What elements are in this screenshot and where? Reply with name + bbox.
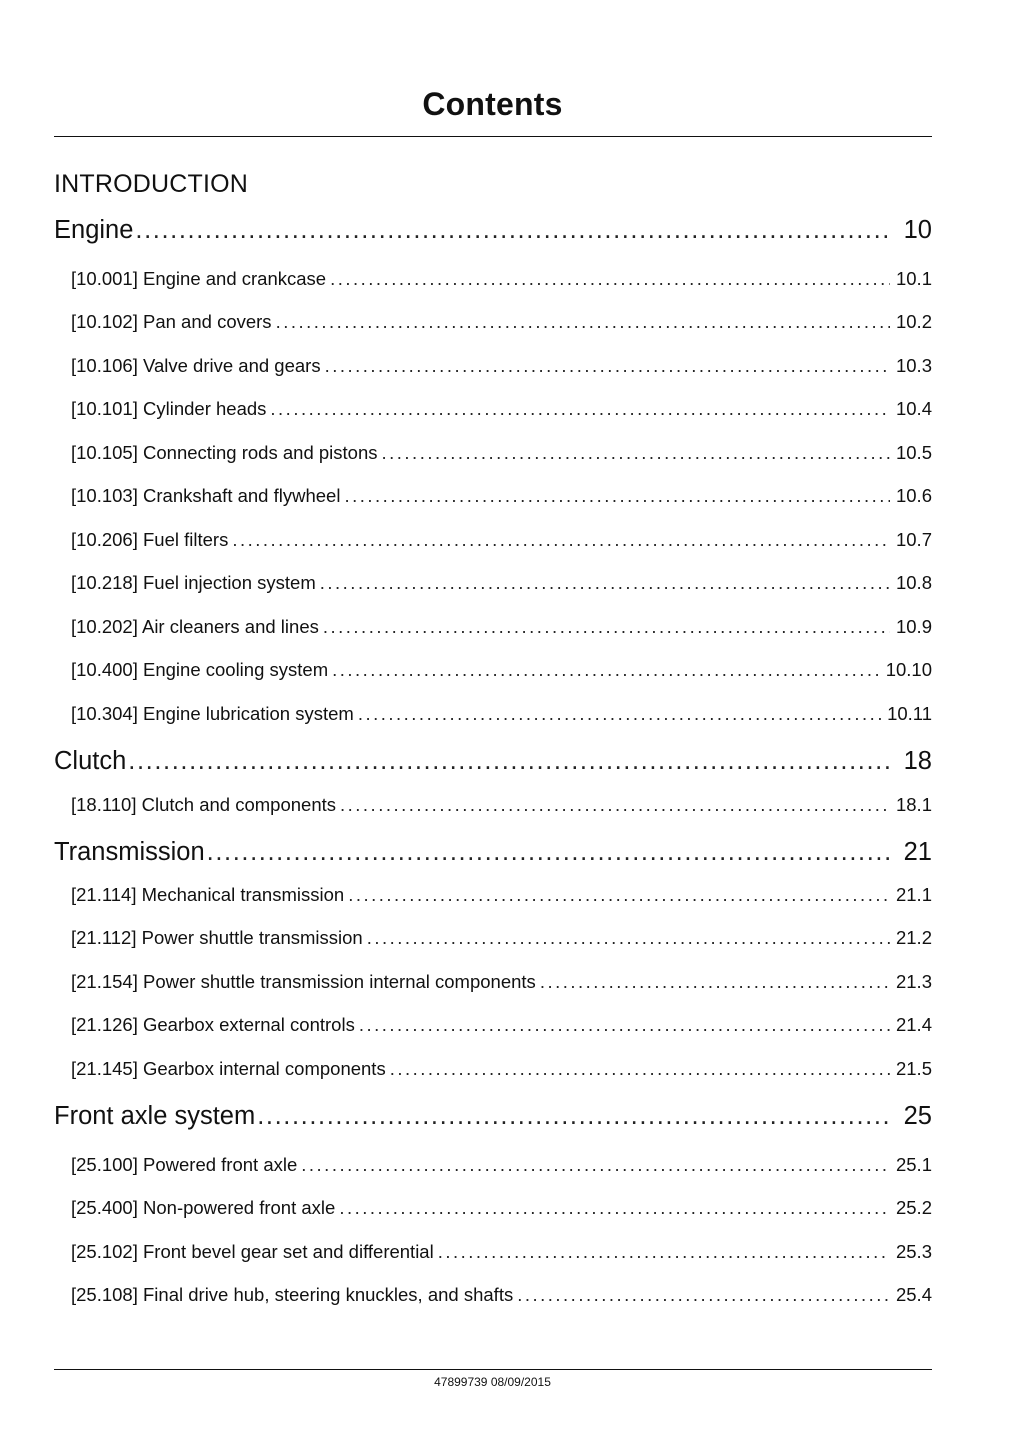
toc-item-page: 10.1 [895,268,932,289]
toc-section-label: Engine [54,216,134,244]
toc-section-page: 21 [903,838,932,866]
dot-leader [517,1284,890,1306]
toc-item[interactable] [71,1241,932,1263]
toc-item-label: [10.218] Fuel injection system [71,572,316,593]
toc-item-label: [18.110] Clutch and components [71,794,336,815]
toc-item-page: 18.1 [895,794,932,815]
toc-item[interactable] [71,572,932,594]
toc-item-label: [25.108] Final drive hub, steering knuckles, and shafts [71,1284,514,1305]
dot-leader [390,1058,890,1080]
toc-item-page: 21.2 [895,927,932,948]
dot-leader [301,1154,890,1176]
toc-item[interactable] [71,884,932,906]
toc-item[interactable] [71,1154,932,1176]
toc-item[interactable] [71,927,932,949]
toc-item[interactable] [71,1058,932,1080]
toc-item-label: [21.154] Power shuttle transmission internal components [71,971,536,992]
dot-leader [207,838,890,867]
toc-item[interactable] [71,268,932,290]
dot-leader [325,355,890,377]
toc-item-page: 25.2 [895,1197,932,1218]
dot-leader [438,1241,890,1263]
toc-item-page: 10.5 [895,442,932,463]
toc-item[interactable] [71,1284,932,1306]
toc-item-label: [25.400] Non-powered front axle [71,1197,336,1218]
toc-item-page: 21.4 [895,1014,932,1035]
toc-item-page: 10.2 [895,311,932,332]
toc-item[interactable] [71,1014,932,1036]
toc-item-label: [10.202] Air cleaners and lines [71,616,319,637]
toc-section-front-axle-system[interactable] [54,1102,932,1131]
toc-item-label: [10.001] Engine and crankcase [71,268,327,289]
toc-introduction[interactable]: INTRODUCTION [54,170,249,198]
toc-section-clutch[interactable] [54,747,932,776]
page-title: Contents [422,86,563,122]
toc-item-page: 10.7 [895,529,932,550]
toc-item[interactable] [71,1197,932,1219]
dot-leader [540,971,890,993]
toc-section-transmission[interactable] [54,838,932,867]
dot-leader [232,529,890,551]
toc-item-page: 10.4 [895,398,932,419]
dot-leader [344,485,890,507]
toc-section-label: Transmission [54,838,205,866]
toc-section-engine[interactable] [54,216,932,245]
toc-item-label: [21.112] Power shuttle transmission [71,927,363,948]
dot-leader [270,398,890,420]
toc-item-label: [25.100] Powered front axle [71,1154,298,1175]
toc-item[interactable] [71,659,932,681]
toc-item[interactable] [71,794,932,816]
toc-item[interactable] [71,703,932,725]
dot-leader [382,442,890,464]
dot-leader [332,659,880,681]
toc-item-label: [21.114] Mechanical transmission [71,884,345,905]
toc-section-page: 25 [903,1102,932,1130]
toc-item[interactable] [71,442,932,464]
footer-divider [54,1369,932,1370]
toc-item-label: [25.102] Front bevel gear set and differential [71,1241,434,1262]
toc-item[interactable] [71,485,932,507]
toc-item[interactable] [71,971,932,993]
toc-item-page: 25.1 [895,1154,932,1175]
toc-item-label: [21.145] Gearbox internal components [71,1058,386,1079]
toc-item-label: [10.102] Pan and covers [71,311,272,332]
toc-item-label: [10.101] Cylinder heads [71,398,267,419]
dot-leader [348,884,890,906]
toc-item-page: 25.3 [895,1241,932,1262]
toc-item-page: 10.10 [885,659,932,680]
toc-item-page: 21.1 [895,884,932,905]
toc-item[interactable] [71,398,932,420]
toc-item-page: 10.3 [895,355,932,376]
dot-leader [359,1014,890,1036]
toc-section-label: Front axle system [54,1102,256,1130]
toc-item-page: 10.6 [895,485,932,506]
dot-leader [323,616,890,638]
toc-item-label: [10.400] Engine cooling system [71,659,329,680]
toc-section-label: Clutch [54,747,127,775]
toc-item-label: [10.304] Engine lubrication system [71,703,354,724]
dot-leader [367,927,890,949]
toc-item-page: 10.8 [895,572,932,593]
toc-item[interactable] [71,529,932,551]
toc-item-page: 25.4 [895,1284,932,1305]
toc-item-label: [10.105] Connecting rods and pistons [71,442,378,463]
dot-leader [257,1102,889,1131]
toc-section-page: 18 [903,747,932,775]
toc-item[interactable] [71,616,932,638]
toc-item-label: [10.206] Fuel filters [71,529,229,550]
dot-leader [128,747,889,776]
footer-document-id: 47899739 08/09/2015 [434,1375,551,1389]
dot-leader [358,703,881,725]
toc-item-page: 21.3 [895,971,932,992]
dot-leader [340,794,890,816]
title-divider [54,136,932,137]
toc-item[interactable] [71,355,932,377]
toc-item-label: [21.126] Gearbox external controls [71,1014,355,1035]
toc-item-page: 10.11 [887,703,932,724]
dot-leader [276,311,890,333]
toc-section-page: 10 [903,216,932,244]
toc-item-page: 10.9 [895,616,932,637]
toc-item-page: 21.5 [895,1058,932,1079]
dot-leader [320,572,890,594]
toc-item[interactable] [71,311,932,333]
dot-leader [330,268,890,290]
dot-leader [339,1197,890,1219]
dot-leader [135,216,889,245]
toc-item-label: [10.103] Crankshaft and flywheel [71,485,341,506]
toc-item-label: [10.106] Valve drive and gears [71,355,321,376]
